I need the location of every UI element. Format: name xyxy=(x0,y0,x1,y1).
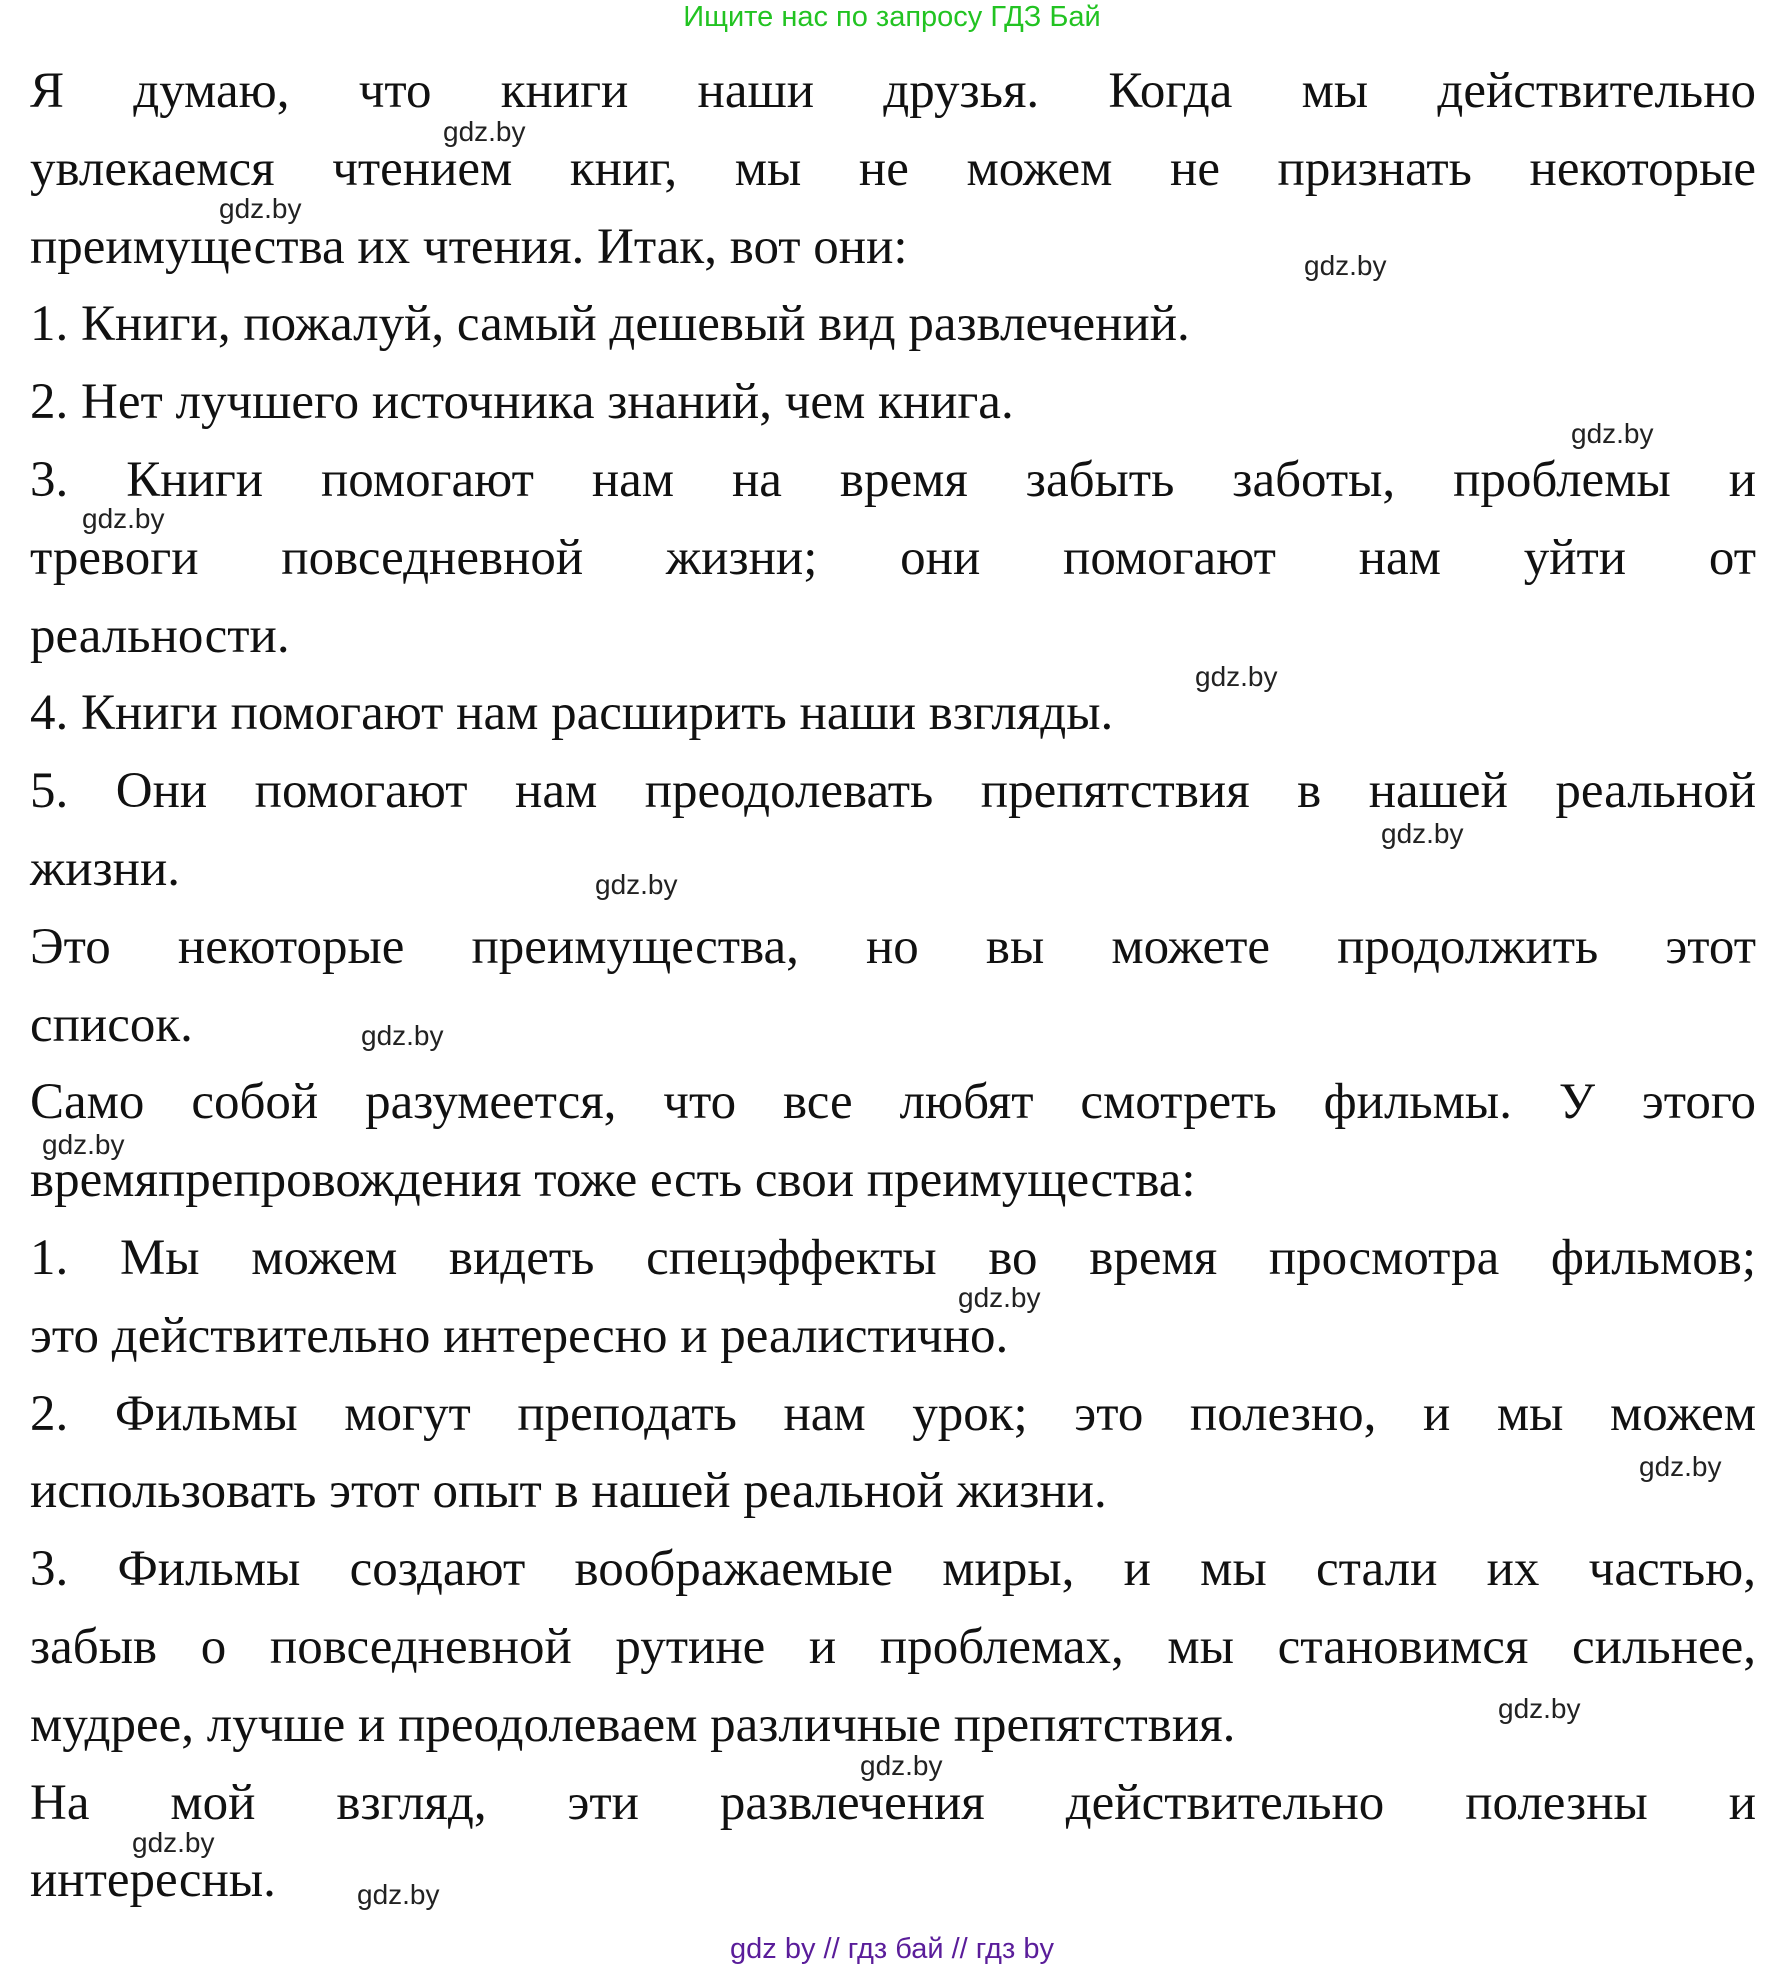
watermark: gdz.by xyxy=(42,1129,125,1160)
text-line: забыв о повседневной рутине и проблемах, мы становимся сильнее, xyxy=(30,1618,1756,1675)
watermark: gdz.by xyxy=(357,1879,440,1910)
watermark: gdz.by xyxy=(1304,250,1387,281)
watermark: gdz.by xyxy=(595,869,678,900)
text-line: Само собой разумеется, что все любят смотреть фильмы. У этого xyxy=(30,1074,1756,1131)
text-line: реальности. xyxy=(30,607,290,664)
watermark: gdz.by xyxy=(82,503,165,534)
text-line: Это некоторые преимущества, но вы можете продолжить этот xyxy=(30,918,1756,975)
text-line: это действительно интересно и реалистично. xyxy=(30,1307,1009,1364)
text-line: преимущества их чтения. Итак, вот они: xyxy=(30,218,908,275)
watermark: gdz.by xyxy=(1639,1451,1722,1482)
text-line: 4. Книги помогают нам расширить наши взгляды. xyxy=(30,685,1114,742)
watermark: gdz.by xyxy=(1195,661,1278,692)
footer-links: gdz by // гдз бай // гдз by xyxy=(730,1933,1054,1965)
text-line: тревоги повседневной жизни; они помогают нам уйти от xyxy=(30,529,1756,586)
text-line: увлекаемся чтением книг, мы не можем не признать некоторые xyxy=(30,140,1756,197)
text-line: список. xyxy=(30,996,193,1053)
text-line: жизни. xyxy=(30,840,181,897)
text-line: На мой взгляд, эти развлечения действительно полезны и xyxy=(30,1774,1756,1831)
watermark: gdz.by xyxy=(1571,418,1654,449)
text-line: 1. Мы можем видеть спецэффекты во время просмотра фильмов; xyxy=(30,1229,1756,1286)
text-line: 1. Книги, пожалуй, самый дешевый вид развлечений. xyxy=(30,296,1190,353)
text-line: мудрее, лучше и преодолеваем различные препятствия. xyxy=(30,1696,1236,1753)
watermark: gdz.by xyxy=(1498,1693,1581,1724)
text-line: 5. Они помогают нам преодолевать препятствия в нашей реальной xyxy=(30,763,1756,820)
text-line: времяпрепровождения тоже есть свои преимущества: xyxy=(30,1152,1196,1209)
text-line: 3. Книги помогают нам на время забыть заботы, проблемы и xyxy=(30,451,1756,508)
text-line: 3. Фильмы создают воображаемые миры, и мы стали их частью, xyxy=(30,1541,1756,1598)
watermark: gdz.by xyxy=(1381,818,1464,849)
watermark: gdz.by xyxy=(860,1750,943,1781)
text-line: использовать этот опыт в нашей реальной жизни. xyxy=(30,1463,1107,1520)
watermark: gdz.by xyxy=(219,193,302,224)
search-hint-banner: Ищите нас по запросу ГДЗ Бай xyxy=(683,1,1101,33)
essay-text xyxy=(30,53,1756,1920)
watermark: gdz.by xyxy=(361,1020,444,1051)
watermark: gdz.by xyxy=(958,1282,1041,1313)
watermark: gdz.by xyxy=(132,1827,215,1858)
text-line: интересны. xyxy=(30,1852,276,1909)
text-line: 2. Фильмы могут преподать нам урок; это полезно, и мы можем xyxy=(30,1385,1756,1442)
watermark: gdz.by xyxy=(443,116,526,147)
text-line: 2. Нет лучшего источника знаний, чем книга. xyxy=(30,374,1014,431)
text-line: Я думаю, что книги наши друзья. Когда мы действительно xyxy=(30,63,1756,119)
